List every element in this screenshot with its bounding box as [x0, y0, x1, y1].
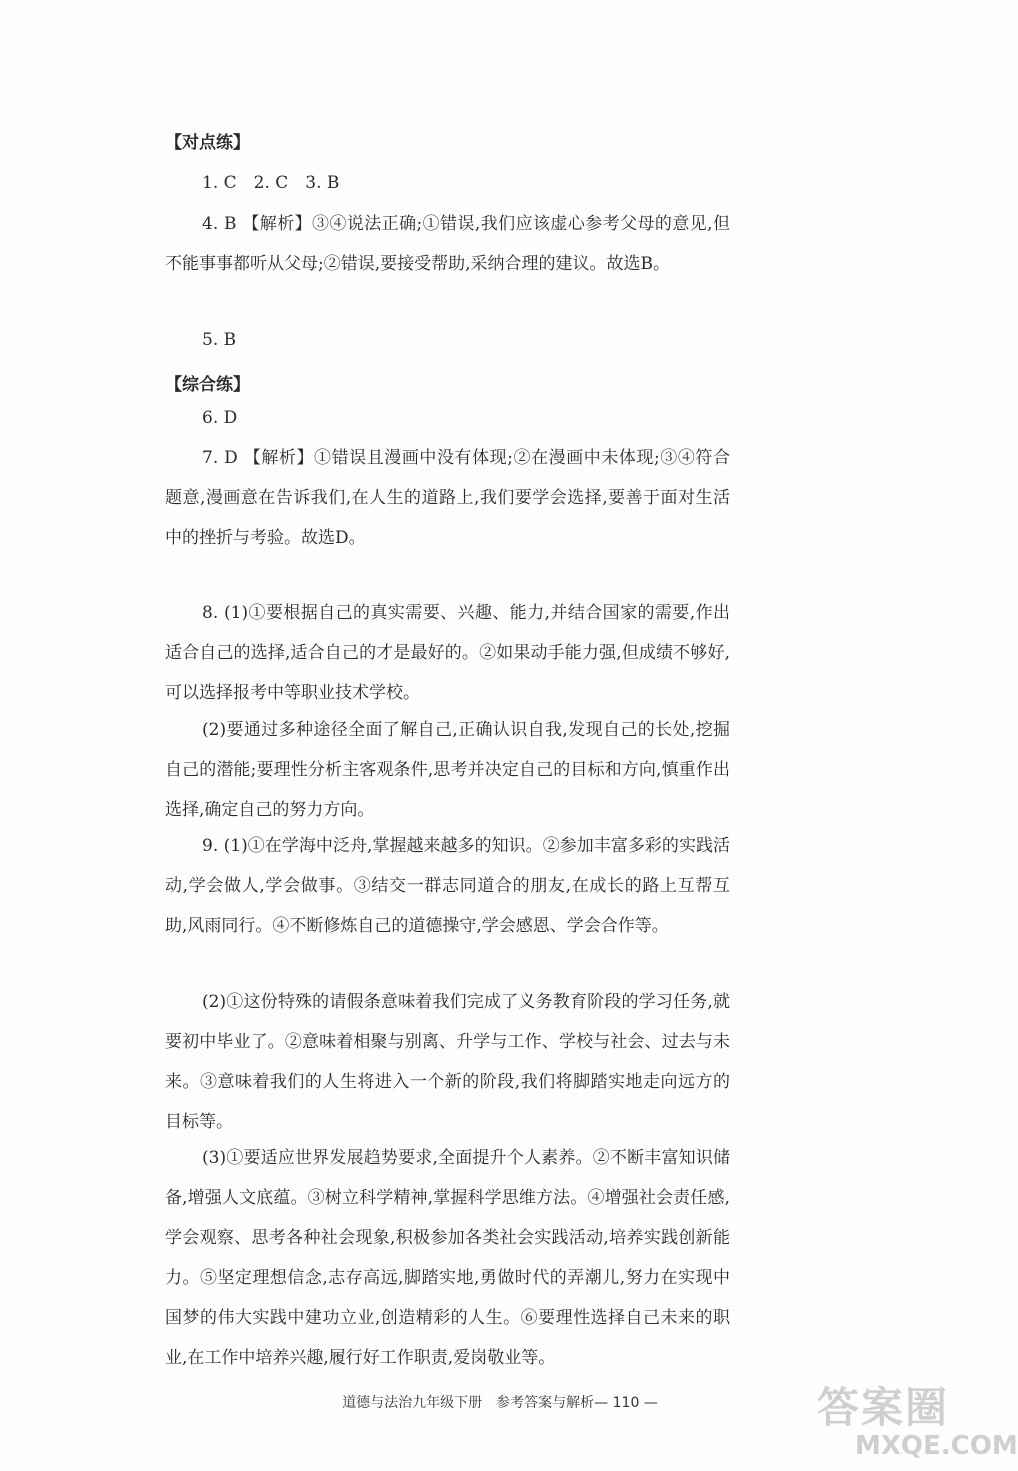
section-heading-practice: 【对点练】 [165, 133, 250, 153]
answer-4: 4. B 【解析】③④说法正确;①错误,我们应该虚心参考父母的意见,但不能事事都听从父母;②错误,要接受帮助,采纳合理的建议。故选B。 [165, 214, 730, 274]
page-footer: 道德与法治九年级下册 参考答案与解析— 110 — [342, 1395, 658, 1411]
answer-6: 6. D [202, 408, 238, 428]
answer-9-1: 9. (1)①在学海中泛舟,掌握越来越多的知识。②参加丰富多彩的实践活动,学会做人,学会做事。③结交一群志同道合的朋友,在成长的路上互帮互助,风雨同行。④不断修炼自己的道德操守,学会感恩、学会合作等。 [165, 836, 730, 936]
answer-5: 5. B [202, 330, 237, 350]
answer-9-2: (2)①这份特殊的请假条意味着我们完成了义务教育阶段的学习任务,就要初中毕业了。②意味着相聚与别离、升学与工作、学校与社会、过去与未来。③意味着我们的人生将进入一个新的阶段,我们将脚踏实地走向远方的目标等。 [165, 992, 730, 1132]
answer-8-2: (2)要通过多种途径全面了解自己,正确认识自我,发现自己的长处,挖掘自己的潜能;要理性分析主客观条件,思考并决定自己的目标和方向,慎重作出选择,确定自己的努力方向。 [165, 720, 730, 820]
answer-1-3: 1. C 2. C 3. B [202, 173, 340, 193]
answer-7: 7. D 【解析】①错误且漫画中没有体现;②在漫画中未体现;③④符合题意,漫画意在告诉我们,在人生的道路上,我们要学会选择,要善于面对生活中的挫折与考验。故选D。 [165, 448, 730, 548]
watermark-logo [815, 1375, 1018, 1465]
section-heading-comprehensive: 【综合练】 [165, 375, 250, 395]
watermark-url: MXQE.COM [855, 1431, 1018, 1461]
answer-9-3: (3)①要适应世界发展趋势要求,全面提升个人素养。②不断丰富知识储备,增强人文底蕴。③树立科学精神,掌握科学思维方法。④增强社会责任感,学会观察、思考各种社会现象,积极参加各类社会实践活动,培养实践创新能力。⑤坚定理想信念,志存高远,脚踏实地,勇做时代的弄潮儿,努力在实现中国梦的伟大实践中建功立业,创造精彩的人生。⑥要理性选择自己未来的职业,在工作中培养兴趣,履行好工作职责,爱岗敬业等。 [165, 1148, 730, 1368]
answer-8-1: 8. (1)①要根据自己的真实需要、兴趣、能力,并结合国家的需要,作出适合自己的选择,适合自己的才是最好的。②如果动手能力强,但成绩不够好,可以选择报考中等职业技术学校。 [165, 603, 730, 703]
watermark-text: 答案圈 [817, 1383, 950, 1432]
